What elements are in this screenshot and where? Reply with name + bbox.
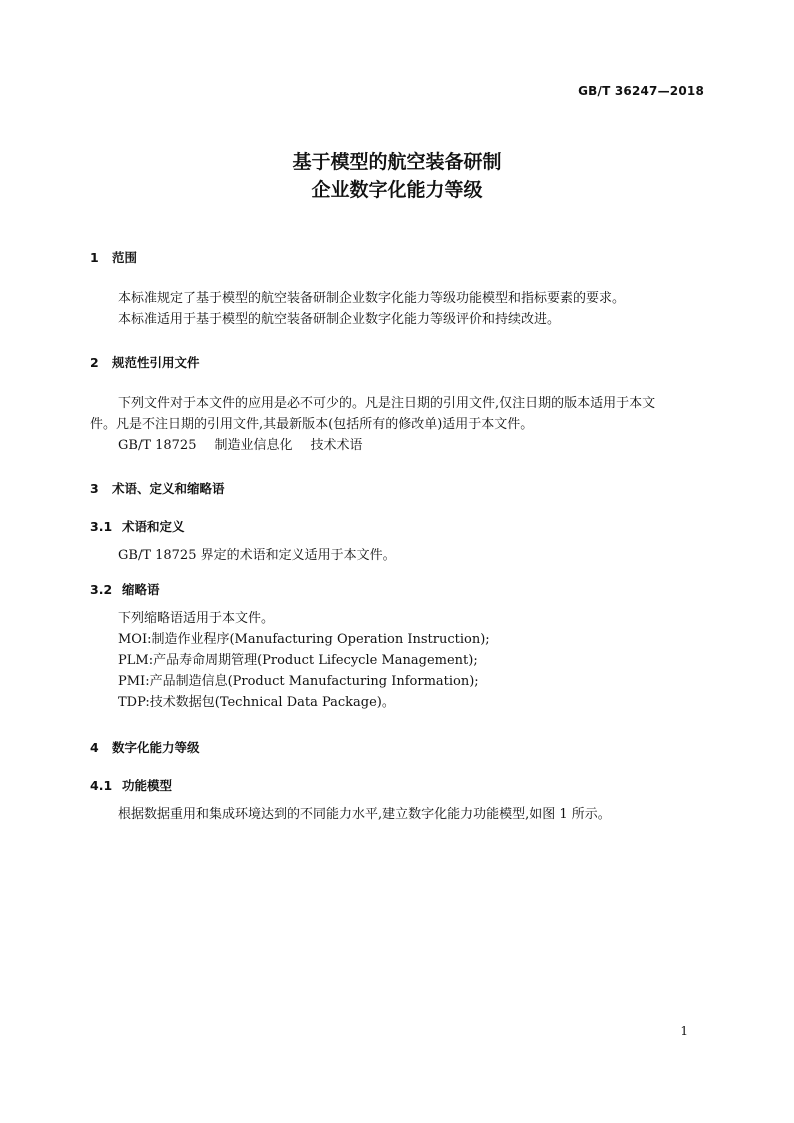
page-number: 1 xyxy=(680,1024,688,1038)
abbreviation-item: MOI:制造作业程序(Manufacturing Operation Instruction); xyxy=(118,632,490,647)
section-number: 4 xyxy=(90,740,99,755)
reference-code: GB/T 18725 xyxy=(118,438,197,453)
paragraph-line: 本标准适用于基于模型的航空装备研制企业数字化能力等级评价和持续改进。 xyxy=(118,312,561,327)
abbreviation-item: TDP:技术数据包(Technical Data Package)。 xyxy=(118,695,395,710)
section-3-2-heading xyxy=(90,580,160,598)
section-2-heading xyxy=(90,353,200,371)
section-title: 范围 xyxy=(112,250,138,265)
title-line-1: 基于模型的航空装备研制 xyxy=(292,151,502,173)
title-line-2: 企业数字化能力等级 xyxy=(311,179,483,201)
reference-topic: 技术术语 xyxy=(310,438,363,453)
section-number: 1 xyxy=(90,250,99,265)
section-title: 缩略语 xyxy=(122,582,160,597)
section-number: 3.2 xyxy=(90,582,113,597)
document-title xyxy=(0,148,794,204)
paragraph-line: 下列文件对于本文件的应用是必不可少的。凡是注日期的引用文件,仅注日期的版本适用于本文 xyxy=(118,396,656,411)
section-3-heading xyxy=(90,479,225,497)
section-1-heading xyxy=(90,248,137,266)
section-title: 术语和定义 xyxy=(122,519,185,534)
section-title: 术语、定义和缩略语 xyxy=(112,481,225,496)
section-3-2-body xyxy=(90,608,704,713)
section-3-1-body xyxy=(90,545,704,566)
section-title: 规范性引用文件 xyxy=(112,355,200,370)
document-code: GB/T 36247—2018 xyxy=(578,84,704,98)
abbreviation-item: PLM:产品寿命周期管理(Product Lifecycle Management); xyxy=(118,653,478,668)
section-number: 2 xyxy=(90,355,99,370)
paragraph-line: 本标准规定了基于模型的航空装备研制企业数字化能力等级功能模型和指标要素的要求。 xyxy=(118,291,626,306)
section-number: 3.1 xyxy=(90,519,113,534)
section-title: 功能模型 xyxy=(122,778,173,793)
section-1-body xyxy=(90,288,704,330)
paragraph-line: 下列缩略语适用于本文件。 xyxy=(118,611,275,626)
reference-name: 制造业信息化 xyxy=(214,438,293,453)
paragraph-line: GB/T 18725 界定的术语和定义适用于本文件。 xyxy=(118,548,396,563)
section-2-body xyxy=(90,393,704,456)
section-title: 数字化能力等级 xyxy=(112,740,200,755)
section-4-heading xyxy=(90,738,200,756)
section-4-1-body xyxy=(90,804,704,825)
section-number: 4.1 xyxy=(90,778,113,793)
section-3-1-heading xyxy=(90,517,185,535)
paragraph-line: 根据数据重用和集成环境达到的不同能力水平,建立数字化能力功能模型,如图 1 所示。 xyxy=(118,807,611,822)
normative-reference xyxy=(90,435,704,456)
abbreviation-item: PMI:产品制造信息(Product Manufacturing Information); xyxy=(118,674,479,689)
section-number: 3 xyxy=(90,481,99,496)
paragraph-line: 件。凡是不注日期的引用文件,其最新版本(包括所有的修改单)适用于本文件。 xyxy=(90,417,534,432)
section-4-1-heading xyxy=(90,776,172,794)
